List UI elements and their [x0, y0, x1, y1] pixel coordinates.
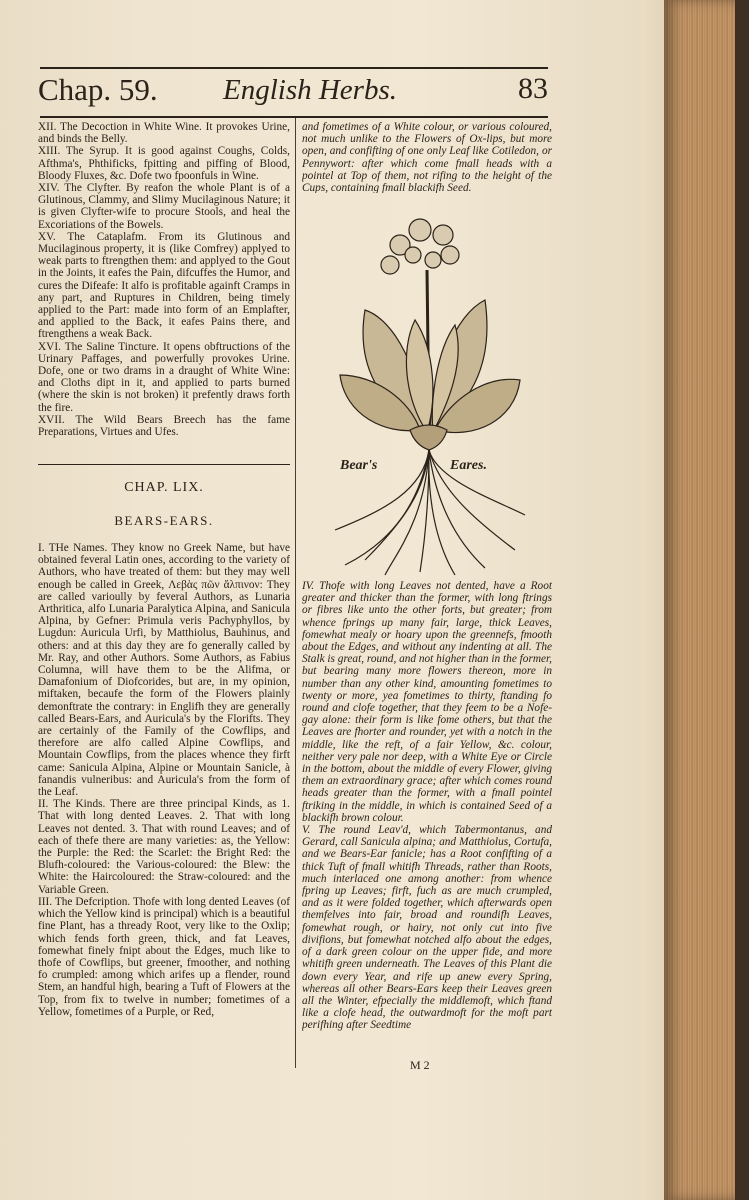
right-column-bottom [302, 580, 552, 1072]
paragraph-xiv: XIV. The Clyfter. By reafon the whole Plant is of a Glutinous, Clammy, and Slimy Mucilaginous Nature; it is given Clyfter-wife to procure Stools, and heal the Excoriations of the Bowels. [38, 182, 290, 231]
paragraph-continued: and fometimes of a White colour, or various coloured, not much unlike to the Flowers of Ox-lips, but more open, and confifting of one only Leaf like Cotiledon, or Pennywort: after which come fmall heads with a pointel at Top of them, not rifing to the height of the Cups, containing fmall blackifh Seed. [302, 121, 552, 193]
bears-ears-illustration [325, 200, 535, 578]
paragraph-kinds: II. The Kinds. There are three principal Kinds, as 1. That with long dented Leaves. 2. That with long Leaves not dented. 3. That with round Leaves; and of each of thefe there are many varieties: as, the Yellow: the Purple: the Red: the Scarlet: the Bright Red: the Blufh-coloured: the Various-coloured: the Blew: the White: the Haircoloured: the Straw-coloured: and the Variable Green. [38, 798, 290, 896]
right-column-top [302, 121, 552, 193]
left-column-bottom [38, 542, 290, 1062]
paragraph-iv: IV. Thofe with long Leaves not dented, have a Root greater and thicker than the former, with long ftrings or fibres like unto the other forts, but greater; from whence fprings up many fair, large, thick Leaves, fomewhat mealy or hoary upon the greennefs, fmooth about the Edges, and without any indenting at all. The Stalk is great, round, and not higher than in the former, but bearing many more flowers thereon, more in number than any other kind, amounting fometimes to twenty or more, yea fometimes to thirty, ftanding fo round and clofe together, that they feem to be a Nofe-gay alone: their form is like fome others, but that the Leaves are fhorter and rounder, yet with a notch in the middle, like the reft, of a fair Yellow, &c. colour, neither very pale nor deep, with a White Eye or Circle in the bottom, about the middle of every Flower, giving them an extraordinary grace; after which comes round heads greater than the former, with a fmall pointel ftriking in the middle, in which is contained Seed of a blackifh brown colour. [302, 580, 552, 824]
book-binding-edge [735, 0, 749, 1200]
paragraph-xv: XV. The Cataplafm. From its Glutinous and Mucilaginous property, it is (like Comfrey) applyed to weak parts to ftrengthen them: and applyed to the Gout in the Joints, it eafes the Pain, difcuffes the Humor, and cures the Difeafe: It alfo is profitable againft Cramps in any part, and Ruptures in Children, being timely applied to the Part: made into form of an Emplafter, and applied to the Back, it eafes Pains there, and ftrengthens a weak Back. [38, 230, 290, 341]
illustration-caption-left: Bear's [340, 458, 378, 473]
illustration-caption-right: Eares. [450, 458, 487, 473]
paragraph-names: I. THe Names. They know no Greek Name, but have obtained feveral Latin ones, according to the variety of Authors, who have treated of them: but they may well enough be called in Greek, Λεβὰς πῶν ἄλπινον: They are called varioully by feveral Authors, as Lunaria Arthritica, alfo Lunaria Paralytica Alpina, and Sanicula Alpina, by Gefner: Primula veris Pachyphyllos, by Lugdun: Auricula Urfi, by Matthiolus, Bauhinus, and others: and at this day they are fo generally called by Mr. Ray, and other Authors. Some Authors, as Fabius Columna, will have them to be the Alifma, or Damafonium of Diofcorides, but are, in my opinion, miftaken, becaufe the form of the Flowers plainly demonftrate the contrary: in Englifh they are generally called Bears-Ears, and Auricula's by the Florifts. They are certainly of the Family of the Cowflips, and therefore are alfo called Alpine Cowflips, and Mountain Cowflips, from the places whence they firft came: Sanicula Alpina, Alpine or Mountain Sanicle, à fanandis vulneribus: and Auricula's from the form of the Leaf. [38, 542, 290, 799]
paragraph-xiii: XIII. The Syrup. It is good against Coughs, Colds, Afthma's, Phthificks, fpitting and piffing of Blood, Bloody Fluxes, &c. Dofe two fpoonfuls in Wine. [38, 145, 290, 182]
header-chapter: Chap. 59. [38, 72, 158, 107]
paragraph-xvi: XVI. The Saline Tincture. It opens obftructions of the Urinary Paffages, and powerfully provokes Urine. Dofe, one or two drams in a draught of White Wine: and Cloths dipt in it, and applied to parts burned (where the skin is not broken) it prefently draws forth the fire. [38, 340, 290, 414]
paragraph-xvii: XVII. The Wild Bears Breech has the fame Preparations, Virtues and Ufes. [38, 413, 290, 439]
paragraph-description: III. The Defcription. Thofe with long dented Leaves (of which the Yellow kind is principal) which is a beautiful fine Plant, has a thready Root, very like to the Oxlip; which fends forth green, thick, and fat Leaves, fomewhat finely fnipt about the Edges, much like to thofe of Cowflips, but greener, fmoother, and nothing fo crumpled: among which arifes up a flender, round Stem, an handful high, bearing a Tuft of Flowers at the Top, from fix to twelve in number; fometimes of a Yellow, fometimes of a Purple, or Red, [38, 895, 290, 1018]
section-separator [38, 464, 290, 465]
chapter-title: CHAP. LIX. [124, 480, 204, 495]
column-divider [295, 118, 296, 1068]
signature-mark: M 2 [410, 1058, 430, 1072]
left-column-top [38, 121, 290, 459]
header-title: English Herbs. [223, 74, 397, 106]
page-number: 83 [518, 72, 548, 105]
running-header [38, 68, 548, 114]
paragraph-v: V. The round Leav'd, which Tabermontanus, and Gerard, call Sanicula alpina; and Matthiolus, Cortufa, and we Bears-Ear fanicle; has a Root confifting of a thick Tuft of fmall whitifh Threads, rather than Roots, much interlaced one among another: from whence fpring up Leaves; firft, fuch as are much crumpled, and as it were folded together, which afterwards open themfelves into fair, broad and roundifh Leaves, fomewhat rough, or hairy, not only cut into five divifions, but fomewhat notched alfo about the edges, of a dark green colour on the upper fide, and more whitifh green underneath. The Leaves of this Plant die down every Year, and rife up anew every Spring, whereas all other Bears-Ears keep their Leaves green all the Winter, efpecially the middlemoft, which ftand like a clofe head, the outwardmoft for the moft part perifhing after Seedtime [302, 824, 552, 1032]
chapter-subtitle: BEARS-EARS. [114, 513, 214, 528]
paragraph-xii: XII. The Decoction in White Wine. It provokes Urine, and binds the Belly. [38, 121, 290, 146]
header-bottom-rule [40, 116, 548, 118]
